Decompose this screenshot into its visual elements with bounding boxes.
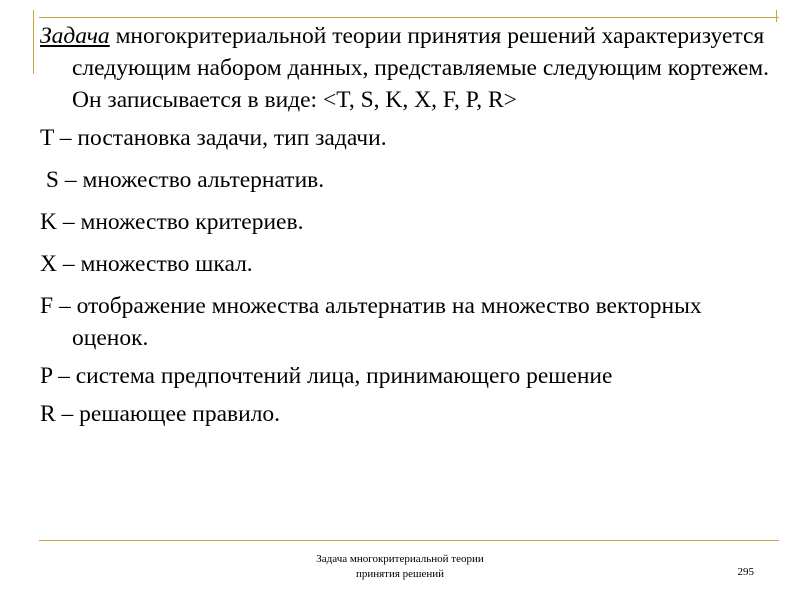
footer-title-line2: принятия решений	[355, 568, 445, 580]
decor-line-right	[776, 10, 777, 22]
paragraph-definition	[40, 20, 770, 116]
item-x: X – множество шкал.	[40, 251, 253, 277]
item-f: F – отображение множества альтернатив на множество векторных оценок.	[40, 293, 702, 351]
item-t: T – постановка задачи, тип задачи.	[40, 125, 387, 151]
footer-title	[250, 552, 550, 582]
item-p: P – система предпочтений лица, принимающего решение	[40, 363, 613, 389]
decor-line-top	[39, 17, 779, 18]
footer-title-line1: Задача многокритериальной теории	[316, 553, 484, 565]
term-zadacha: Задача	[40, 23, 110, 49]
item-r: R – решающее правило.	[40, 401, 281, 427]
decor-line-left	[33, 10, 34, 74]
slide-body	[40, 20, 770, 436]
definition-text: многокритериальной теории принятия решений характеризуется следующим набором данных, представляемые следующим кортежем. Он записывается в виде: <T, S, K, X, F, P, R>	[72, 23, 770, 113]
decor-line-bottom	[39, 540, 779, 541]
page-number: 295	[737, 566, 754, 578]
item-s: S – множество альтернатив.	[40, 167, 325, 193]
item-k: K – множество критериев.	[40, 209, 304, 235]
